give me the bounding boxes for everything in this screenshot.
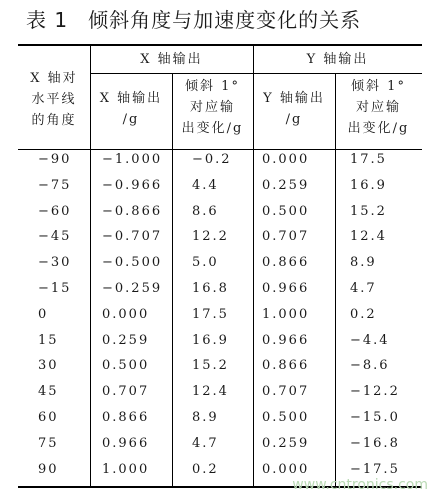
table-cell: −0.866	[102, 203, 163, 219]
table-cell: −75	[38, 177, 72, 193]
table-cell: 45	[38, 384, 59, 400]
table-cell: −12.2	[350, 384, 400, 400]
header-y-group: Y 轴输出	[306, 52, 369, 67]
table-cell: −0.707	[102, 229, 163, 245]
header-y-change: 倾斜 1° 对应输 出变化/g	[347, 79, 410, 136]
group-header-rule	[90, 73, 422, 74]
table-cell: −4.4	[350, 332, 390, 348]
table-cell: 15.2	[192, 358, 229, 374]
table-cell: 8.9	[192, 410, 219, 425]
table-cell: 15.2	[350, 203, 387, 219]
table-cell: 16.9	[192, 332, 229, 348]
table-cell: 12.4	[350, 229, 387, 245]
table-cell: 8.6	[192, 203, 219, 219]
table-cell: 0.707	[262, 229, 310, 245]
table-cell: 5.0	[192, 255, 219, 271]
table-cell: 0.707	[102, 384, 150, 400]
table-cell: −0.2	[192, 152, 232, 167]
watermark: www.cntronics.com	[292, 477, 428, 493]
table-cell: −0.500	[102, 255, 163, 271]
table-cell: 30	[38, 358, 59, 374]
table-cell: 4.4	[192, 177, 219, 193]
table-cell: −30	[38, 255, 72, 271]
header-y-output: Y 轴输出 /g	[263, 91, 325, 127]
table-cell: 0.000	[102, 306, 150, 322]
table-cell: 16.8	[192, 281, 229, 296]
table-cell: 75	[38, 435, 59, 451]
header-angle: X 轴对 水平线 的角度	[30, 71, 78, 128]
table-cell: 0	[38, 306, 49, 322]
table-cell: 0.966	[262, 332, 310, 348]
table-cell: −0.259	[102, 281, 163, 296]
table-title	[18, 4, 361, 33]
table-cell: 0.000	[262, 152, 310, 167]
table-cell: 0.2	[192, 461, 219, 477]
table-cell: −60	[38, 203, 72, 219]
header-bottom-rule	[18, 149, 422, 150]
table-cell: 0.500	[262, 410, 310, 425]
header-x-group: X 轴输出	[140, 52, 203, 67]
table-cell: 0.866	[262, 358, 310, 374]
header-x-output: X 轴输出 /g	[99, 91, 163, 127]
table-cell: 0.259	[262, 435, 310, 451]
table-cell: −17.5	[350, 461, 400, 477]
table-cell: −0.966	[102, 177, 163, 193]
table-cell: −8.6	[350, 358, 390, 374]
table-number: 表 1	[26, 8, 69, 32]
table-cell: −15.0	[350, 410, 400, 425]
table-cell: −15	[38, 281, 72, 296]
table-cell: 0.259	[102, 332, 150, 348]
table-cell: 60	[38, 410, 59, 425]
table-cell: −1.000	[102, 152, 163, 167]
table-cell: −16.8	[350, 435, 400, 451]
table-cell: −90	[38, 152, 72, 167]
table-cell: 90	[38, 461, 59, 477]
table-cell: 1.000	[262, 306, 310, 322]
table-cell: 0.500	[102, 358, 150, 374]
table-cell: 17.5	[192, 306, 229, 322]
table-cell: 16.9	[350, 177, 387, 193]
table-cell: 12.4	[192, 384, 229, 400]
table-cell: 0.966	[262, 281, 310, 296]
table-cell: 15	[38, 332, 59, 348]
table-cell: 0.000	[262, 461, 310, 477]
table-cell: 8.9	[350, 255, 377, 271]
table-caption: 倾斜角度与加速度变化的关系	[88, 8, 362, 32]
table-cell: 1.000	[102, 461, 150, 477]
table-cell: 0.866	[102, 410, 150, 425]
table-cell: 4.7	[192, 435, 219, 451]
table-cell: 0.2	[350, 306, 377, 322]
table-cell: 0.866	[262, 255, 310, 271]
table-cell: 12.2	[192, 229, 229, 245]
header-x-change: 倾斜 1° 对应输 出变化/g	[181, 79, 244, 136]
table-cell: 0.259	[262, 177, 310, 193]
top-rule	[18, 44, 422, 46]
table-cell: −45	[38, 229, 72, 245]
table-cell: 0.707	[262, 384, 310, 400]
table-cell: 0.966	[102, 435, 150, 451]
table-cell: 4.7	[350, 281, 377, 296]
table-cell: 17.5	[350, 152, 387, 167]
table-cell: 0.500	[262, 203, 310, 219]
